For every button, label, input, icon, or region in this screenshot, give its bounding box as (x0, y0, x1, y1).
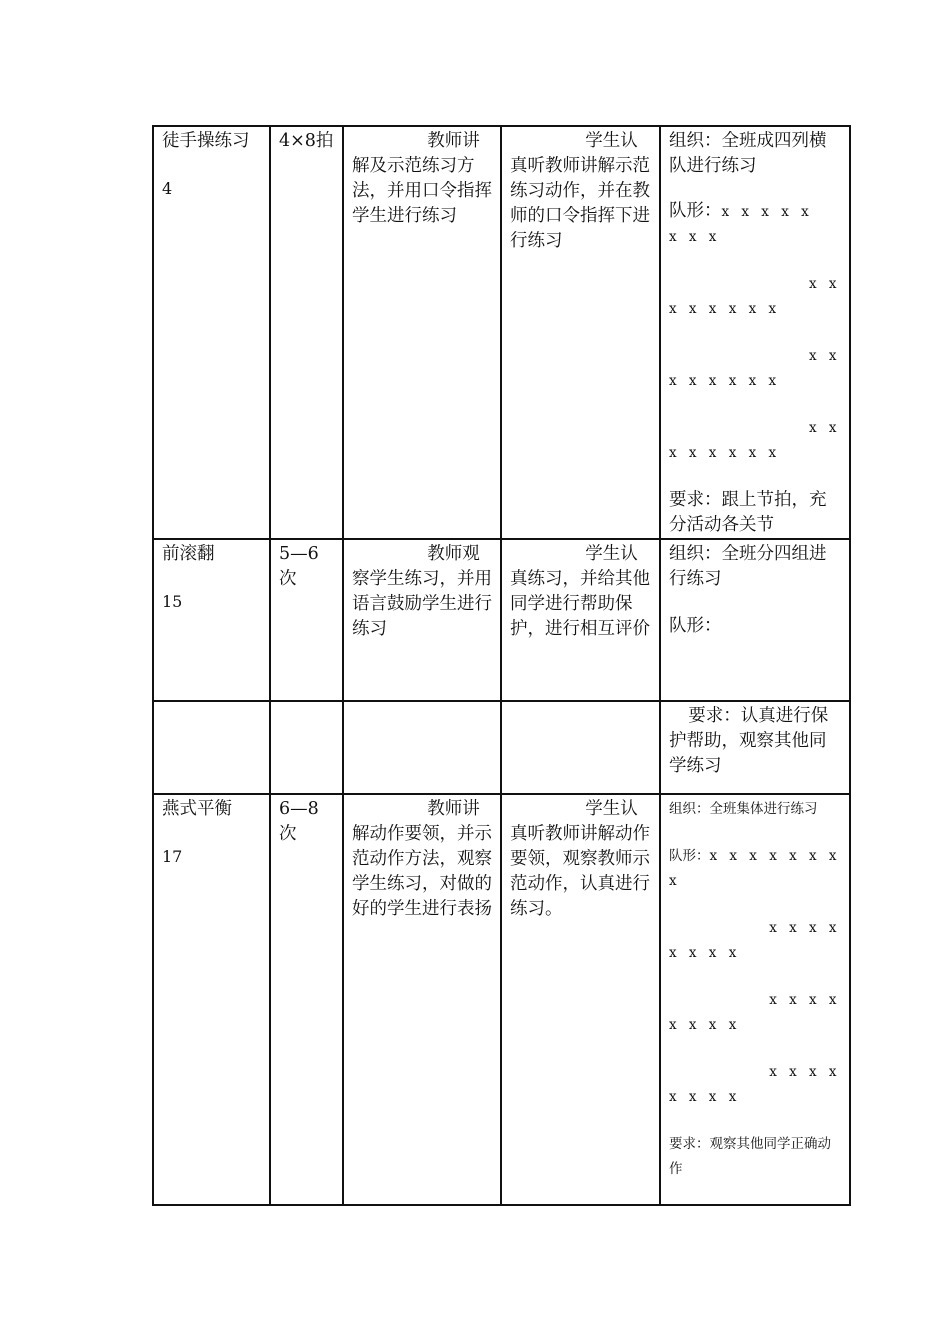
activity-cell (153, 539, 270, 701)
formation-row: x x x x (669, 1017, 741, 1033)
formation-row: x x x x x x (669, 373, 781, 389)
empty-cell (153, 701, 270, 794)
teacher-cell (343, 126, 501, 539)
formation-block (669, 199, 841, 466)
activity-minutes: 4 (162, 179, 173, 198)
formation-label: 队形： (669, 201, 722, 221)
organization-cell (660, 539, 850, 701)
teacher-text: 教师观察学生练习，并用语言鼓励学生进行练习 (352, 544, 492, 639)
formation-label: 队形： (669, 616, 722, 636)
teacher-cell (343, 539, 501, 701)
count-text: 4×8拍 (279, 131, 334, 151)
formation-row: x x x x (769, 992, 841, 1008)
organization-cell (660, 701, 850, 794)
organization-text: 组织：全班集体进行练习 (669, 801, 818, 817)
formation-row: x x x x (669, 1089, 741, 1105)
activity-cell (153, 126, 270, 539)
formation-row: x (669, 873, 681, 889)
count-cell (270, 126, 343, 539)
formation-row: x x x x (769, 1064, 841, 1080)
formation-block (669, 844, 841, 1110)
teacher-cell (343, 794, 501, 1205)
organization-text: 组织：全班成四列横队进行练习 (669, 131, 827, 176)
organization-cell (660, 794, 850, 1205)
activity-name: 燕式平衡 (162, 799, 232, 819)
formation-row: x x x x (669, 945, 741, 961)
lesson-plan-table (152, 125, 851, 1206)
table-row (153, 539, 850, 701)
empty-cell (343, 701, 501, 794)
student-text: 学生认真听教师讲解动作要领，观察教师示范动作，认真进行练习。 (510, 799, 650, 919)
organization-text: 组织：全班分四组进行练习 (669, 544, 827, 589)
requirement-text: 要求：认真进行保护帮助，观察其他同学练习 (669, 706, 829, 776)
formation-row: x x x x x x (669, 445, 781, 461)
formation-label: 队形： (669, 848, 710, 864)
student-text: 学生认真练习，并给其他同学进行帮助保护，进行相互评价 (510, 544, 650, 639)
count-cell (270, 539, 343, 701)
count-cell (270, 794, 343, 1205)
activity-minutes: 15 (162, 592, 183, 611)
requirement-text: 要求：跟上节拍，充分活动各关节 (669, 490, 827, 535)
activity-name: 前滚翻 (162, 544, 215, 564)
table-row (153, 794, 850, 1205)
formation-row: x x (809, 420, 841, 436)
empty-cell (501, 701, 660, 794)
teacher-text: 教师讲解及示范练习方法，并用口令指挥学生进行练习 (352, 131, 492, 226)
student-cell (501, 539, 660, 701)
formation-row: x x x x (769, 920, 841, 936)
formation-row: x x x (669, 229, 721, 245)
table-row (153, 126, 850, 539)
requirement-text: 要求：观察其他同学正确动作 (669, 1136, 831, 1177)
student-cell (501, 126, 660, 539)
formation-row: x x x x x (721, 204, 813, 220)
count-text: 6—8次 (279, 799, 319, 844)
formation-row: x x (809, 276, 841, 292)
activity-minutes: 17 (162, 847, 183, 866)
count-text: 5—6次 (279, 544, 319, 589)
teacher-text: 教师讲解动作要领，并示范动作方法，观察学生练习，对做的好的学生进行表扬 (352, 799, 492, 919)
activity-cell (153, 794, 270, 1205)
organization-cell (660, 126, 850, 539)
table-row (153, 701, 850, 794)
student-cell (501, 794, 660, 1205)
formation-row: x x (809, 348, 841, 364)
empty-cell (270, 701, 343, 794)
formation-row: x x x x x x x (709, 848, 841, 864)
formation-row: x x x x x x (669, 301, 781, 317)
activity-name: 徒手操练习 (162, 131, 250, 151)
student-text: 学生认真听教师讲解示范练习动作，并在教师的口令指挥下进行练习 (510, 131, 650, 251)
